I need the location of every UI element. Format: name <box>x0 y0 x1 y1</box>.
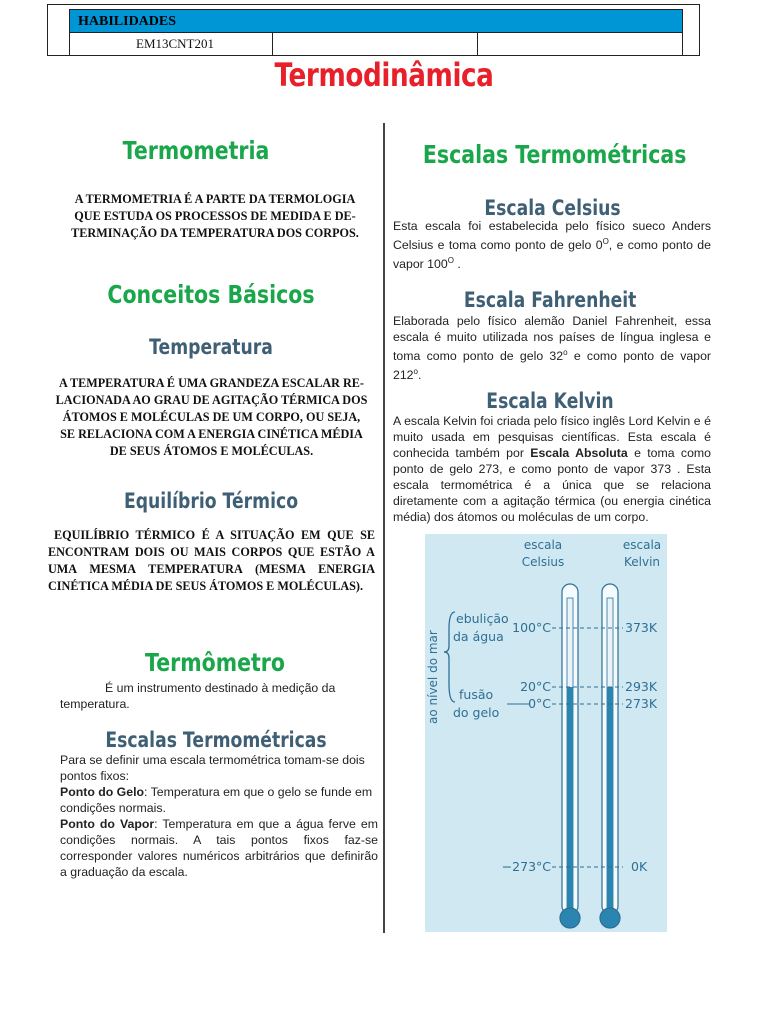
fusao-label-2: do gelo <box>453 705 500 720</box>
heading-termometro: Termômetro <box>145 648 285 677</box>
label-0k: 0K <box>631 859 648 874</box>
fahrenheit-sup-1: o <box>563 348 568 357</box>
kelvin-label-1: escala <box>622 538 662 552</box>
temperatura-line: SE RELACIONA COM A ENERGIA CINÉTICA MÉDIA <box>60 427 363 441</box>
label-273k: 273K <box>625 696 658 711</box>
kelvin-liquid <box>607 687 613 914</box>
fusao-label-1: fusão <box>459 687 494 702</box>
celsius-sup-1: O <box>602 237 609 246</box>
heading-temperatura: Temperatura <box>149 335 273 359</box>
thermometer-figure <box>425 534 667 932</box>
heading-escalas-termometricas-left: Escalas Termométricas <box>105 728 327 752</box>
page-title: Termodinâmica <box>274 56 494 94</box>
heading-escalas-termometricas-right: Escalas Termométricas <box>422 140 687 169</box>
ponto-gelo-label: Ponto do Gelo <box>60 785 145 799</box>
brace-shape <box>444 612 455 702</box>
equilibrio-text: EQUILÍBRIO TÉRMICO É A SITUAÇÃO EM QUE SE ENCONTRAM DOIS OU MAIS CORPOS QUE ESTÃO A UMA MESMA TEMPERATURA (MESMA ENERGIA CINÉTICA MÉDIA DE SEUS ÁTOMOS E MOLÉCULAS). <box>48 528 375 593</box>
label-373k: 373K <box>625 620 658 635</box>
celsius-label-1: escala <box>523 538 563 552</box>
termometria-text <box>55 191 375 242</box>
termometria-line: TERMINAÇÃO DA TEMPERATURA DOS CORPOS. <box>71 226 359 240</box>
label-20c: 20°C <box>520 679 551 694</box>
ponto-gelo-text: : Temperatura em que o gelo se funde em condições normais. <box>60 785 373 815</box>
ponto-vapor-label: Ponto do Vapor <box>60 817 155 831</box>
celsius-label-2: Celsius <box>521 555 565 569</box>
side-label: ao nível do mar <box>426 630 440 724</box>
skills-row <box>69 32 683 55</box>
termometria-line: A TERMOMETRIA É A PARTE DA TERMOLOGIA <box>74 192 356 206</box>
skills-cell-empty-1 <box>273 32 478 55</box>
fahrenheit-text-2: e como ponto de vapor 212 <box>393 349 711 383</box>
ebulicao-label-2: da água <box>453 629 504 644</box>
skills-cell-code <box>70 32 273 55</box>
label-100c: 100°C <box>512 620 551 635</box>
heading-escala-celsius: Escala Celsius <box>484 196 621 220</box>
label-minus273c: −273°C <box>501 859 551 874</box>
heading-escala-fahrenheit: Escala Fahrenheit <box>463 288 637 312</box>
escalas-intro: Para se definir uma escala termométrica tomam-se dois pontos fixos: <box>60 753 365 783</box>
skills-header-bar <box>69 9 683 33</box>
celsius-text-3: . <box>453 257 461 272</box>
skills-label: HABILIDADES <box>78 14 177 29</box>
heading-conceitos-basicos: Conceitos Básicos <box>107 280 315 309</box>
celsius-bulb <box>560 908 580 928</box>
temperatura-line: LACIONADA AO GRAU DE AGITAÇÃO TÉRMICA DOS <box>55 393 368 407</box>
heading-escala-kelvin: Escala Kelvin <box>486 389 614 413</box>
heading-termometria: Termometria <box>122 136 270 165</box>
termometro-text: É um instrumento destinado à medição da temperatura. <box>60 681 336 711</box>
fahrenheit-text <box>393 313 711 383</box>
temperatura-line: DE SEUS ÁTOMOS E MOLÉCULAS. <box>109 444 314 458</box>
celsius-sup-2: O <box>447 256 454 266</box>
fahrenheit-text-3: . <box>417 368 422 383</box>
termometria-line: QUE ESTUDA OS PROCESSOS DE MEDIDA E DE- <box>74 209 356 223</box>
kelvin-text <box>393 413 711 525</box>
fahrenheit-text-1: Elaborada pelo físico alemão Daniel Fahrenheit, essa escala é muito utilizada nos países de língua inglesa e toma como ponto de gelo 32 <box>393 314 711 364</box>
celsius-liquid <box>567 687 573 914</box>
temperatura-line: A TEMPERATURA É UMA GRANDEZA ESCALAR RE- <box>59 376 364 390</box>
celsius-text-2: , e como ponto de vapor 100 <box>393 238 711 272</box>
celsius-text <box>393 218 711 272</box>
escalas-text <box>60 752 378 880</box>
skill-code: EM13CNT201 <box>136 36 214 51</box>
heading-equilibrio-termico: Equilíbrio Térmico <box>123 489 299 513</box>
kelvin-bold-term: Escala Absoluta <box>530 446 628 460</box>
kelvin-text-1: A escala Kelvin foi criada pelo físico inglês Lord Kelvin e é muito usada em pesquisas científicas. Esta escala é conhecida também por <box>393 414 711 460</box>
ebulicao-label-1: ebulição <box>456 611 509 626</box>
label-0c: 0°C <box>528 696 551 711</box>
thermometer-illustration <box>425 534 667 932</box>
kelvin-label-2: Kelvin <box>623 555 661 569</box>
temperatura-line: ÁTOMOS E MOLÉCULAS DE UM CORPO, OU SEJA, <box>62 410 361 424</box>
ponto-gelo-paragraph <box>60 784 378 816</box>
kelvin-text-2: e toma como ponto de gelo 273, e como ponto de vapor 373 . Esta escala termométrica é a única que se relaciona diretamente com a agitação térmica (ou energia cinética média) dos átomos ou moléculas de um corpo. <box>393 446 711 524</box>
kelvin-bulb <box>600 908 620 928</box>
skills-table <box>47 4 700 56</box>
ponto-vapor-text: : Temperatura em que a água ferve em condições normais. A tais pontos fixos faz-se corresponder valores numéricos arbitrários que definirão a graduação da escala. <box>60 817 379 879</box>
ponto-vapor-paragraph <box>60 816 378 880</box>
fahrenheit-sup-2: o <box>413 367 418 377</box>
celsius-text-1: Esta escala foi estabelecida pelo físico sueco Anders Celsius e toma como ponto de gelo 0 <box>393 219 711 253</box>
column-divider <box>383 123 385 933</box>
label-293k: 293K <box>625 679 658 694</box>
temperatura-text <box>44 375 379 460</box>
